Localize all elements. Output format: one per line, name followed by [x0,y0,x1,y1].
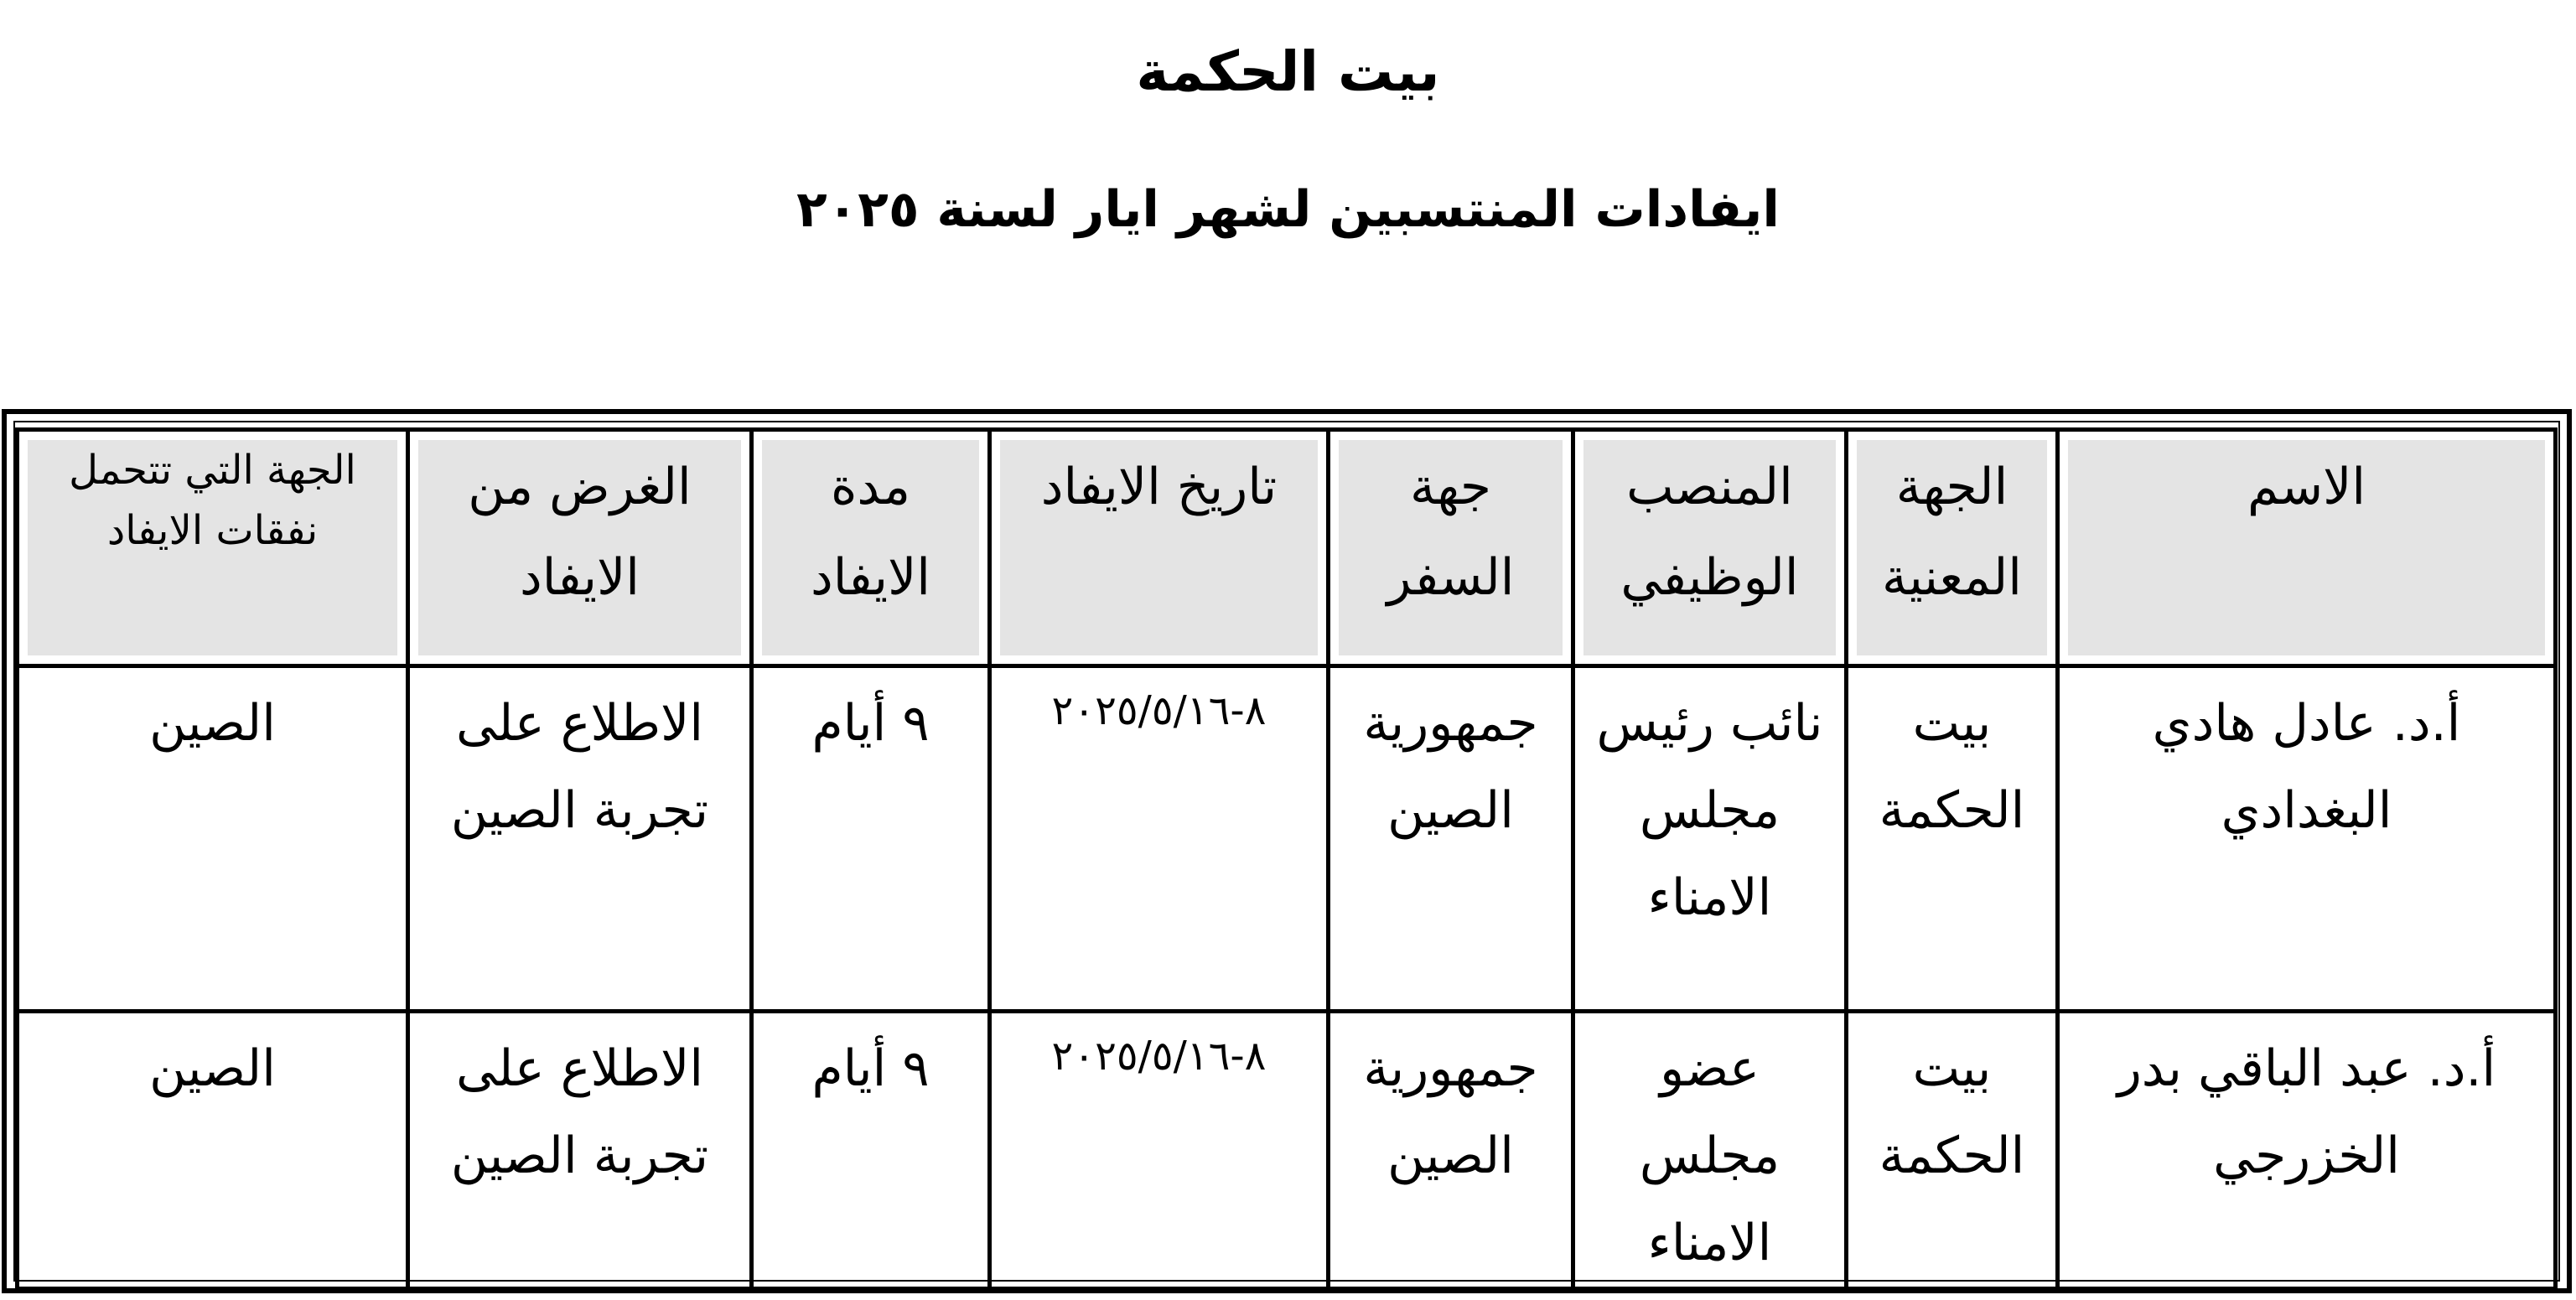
cell-name: أ.د. عادل هادي البغدادي [2058,666,2556,1012]
page-title: بيت الحكمة [1136,39,1440,104]
header-position: المنصب الوظيفي [1573,430,1847,666]
delegations-table [15,427,2558,1291]
cell-purpose: الاطلاع على تجربة الصين [408,1012,752,1289]
header-expenses: الجهة التي تتحمل نفقات الايفاد [18,430,408,666]
cell-entity: بيت الحكمة [1847,1012,2058,1289]
cell-expenses: الصين [18,1012,408,1289]
page-subtitle: ايفادات المنتسبين لشهر ايار لسنة ٢٠٢٥ [796,180,1780,239]
header-purpose: الغرض من الايفاد [408,430,752,666]
cell-date: ٨-٢٠٢٥/٥/١٦ [990,666,1329,1012]
table-header-row [18,430,2556,666]
cell-position: نائب رئيس مجلس الامناء [1573,666,1847,1012]
table-row [18,1012,2556,1289]
cell-entity: بيت الحكمة [1847,666,2058,1012]
header-destination: جهة السفر [1329,430,1573,666]
table-row [18,666,2556,1012]
cell-date: ٨-٢٠٢٥/٥/١٦ [990,1012,1329,1289]
cell-destination: جمهورية الصين [1329,666,1573,1012]
cell-name: أ.د. عبد الباقي بدر الخزرجي [2058,1012,2556,1289]
cell-duration: ٩ أيام [752,666,990,1012]
header-name: الاسم [2058,430,2556,666]
cell-duration: ٩ أيام [752,1012,990,1289]
header-duration: مدة الايفاد [752,430,990,666]
cell-expenses: الصين [18,666,408,1012]
cell-position: عضو مجلس الامناء [1573,1012,1847,1289]
header-date: تاريخ الايفاد [990,430,1329,666]
header-entity: الجهة المعنية [1847,430,2058,666]
cell-purpose: الاطلاع على تجربة الصين [408,666,752,1012]
cell-destination: جمهورية الصين [1329,1012,1573,1289]
